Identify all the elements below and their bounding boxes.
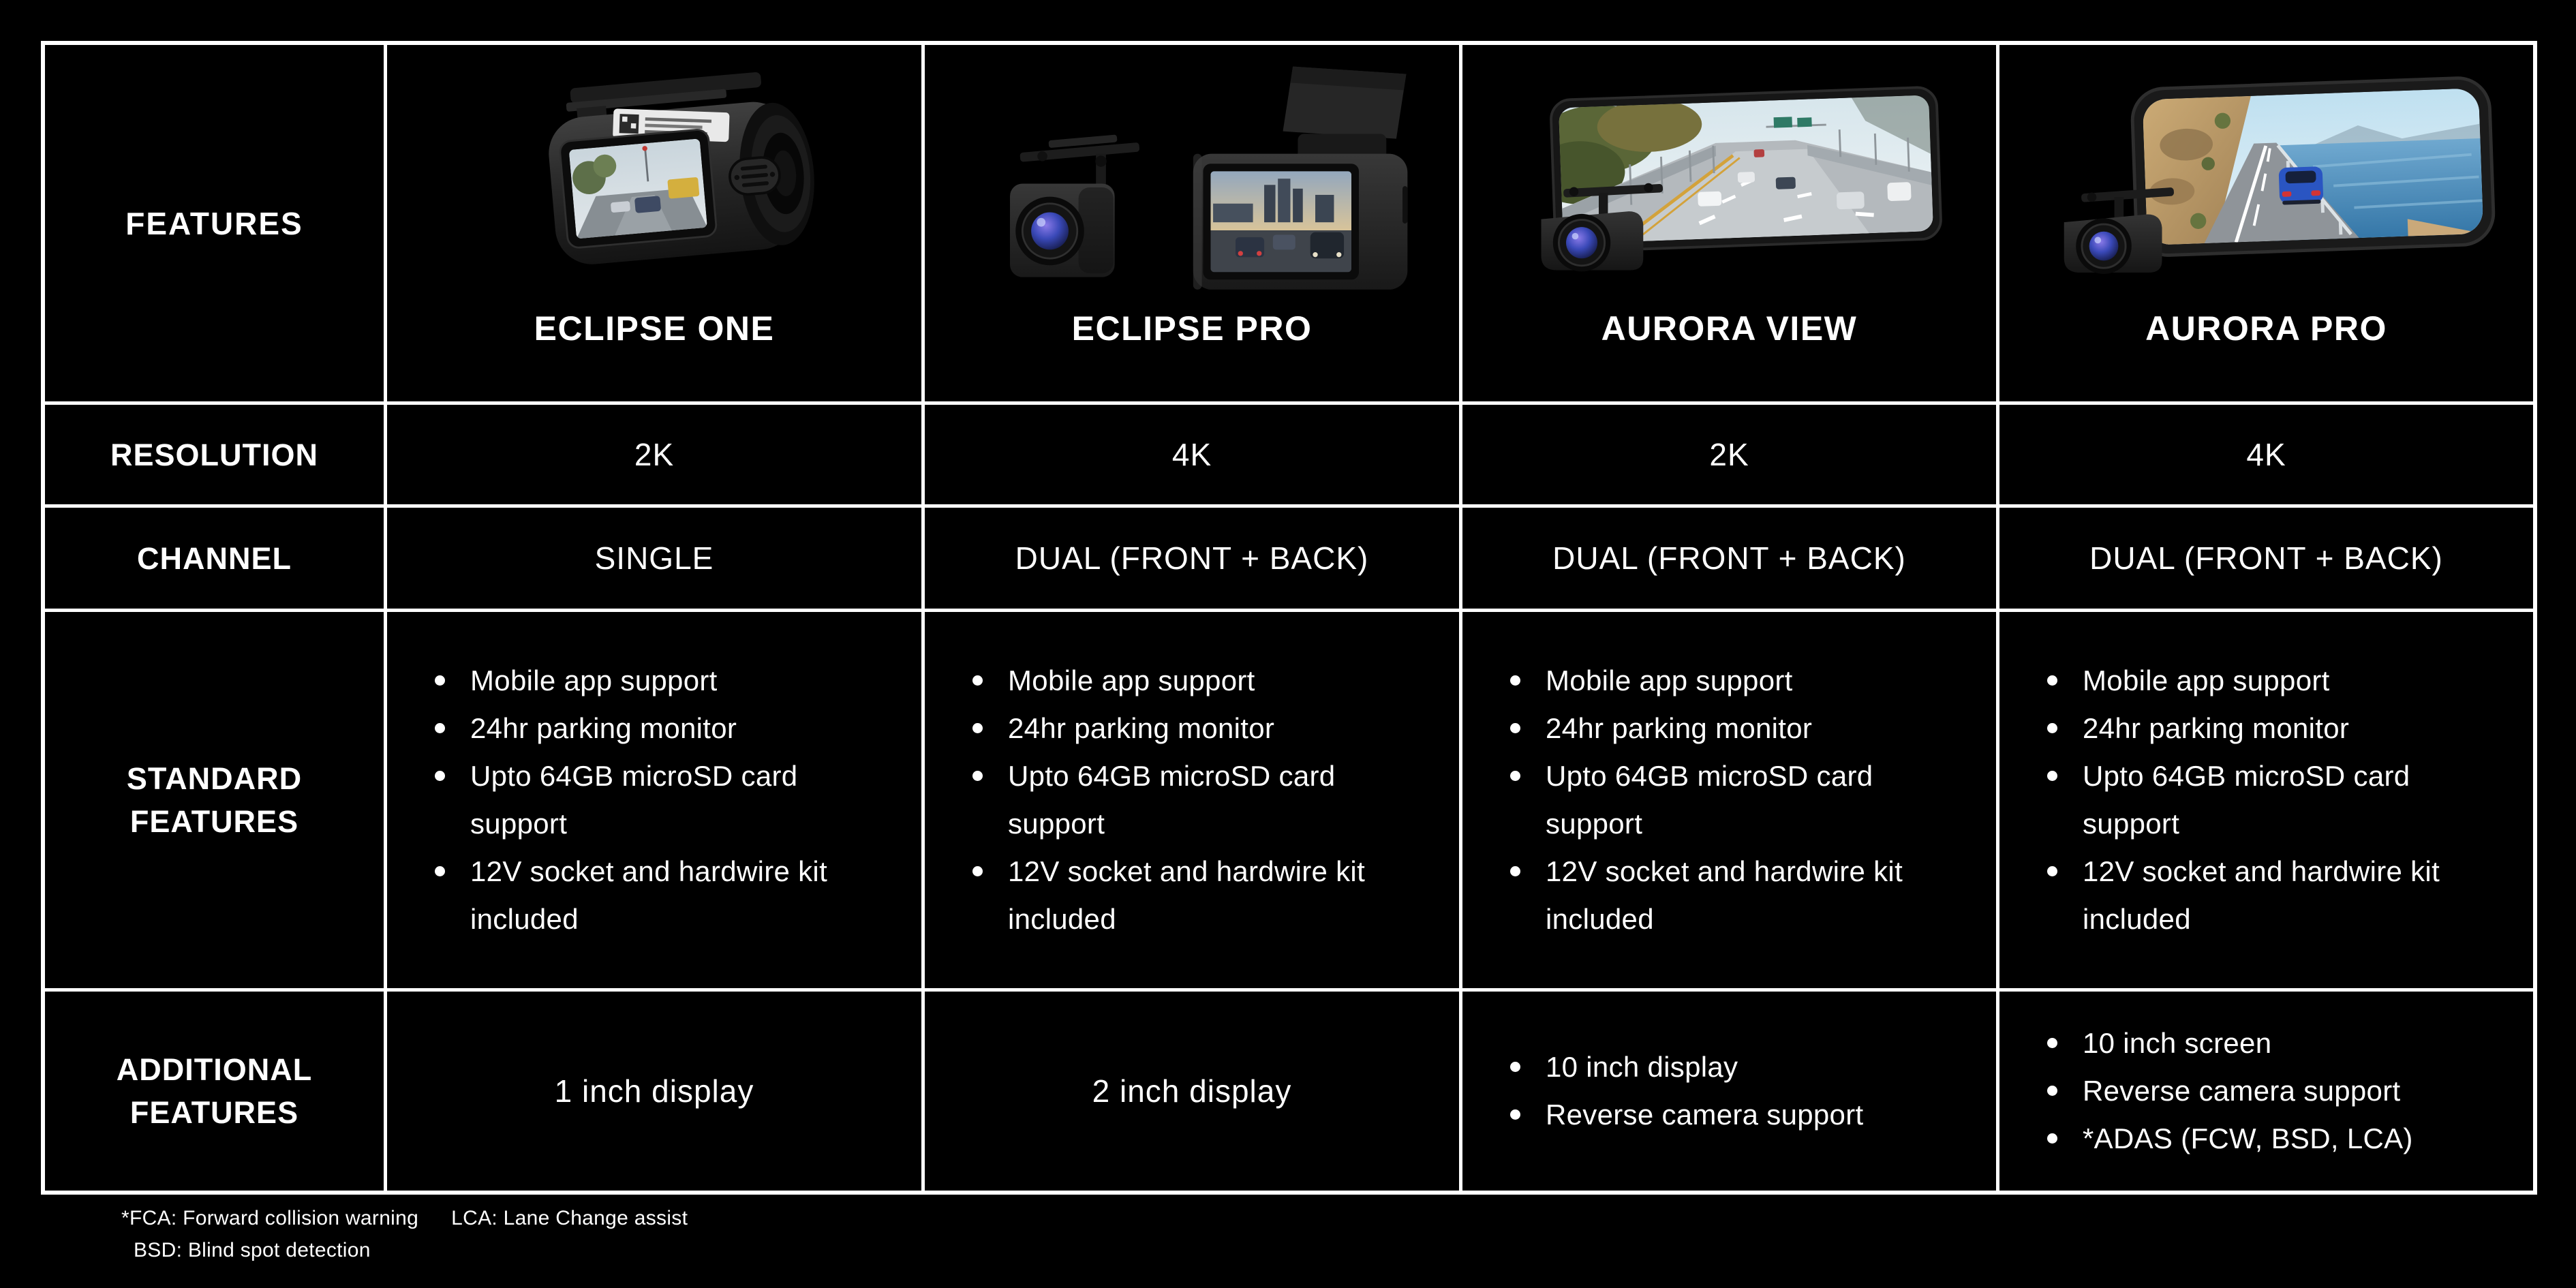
list-item: Mobile app support bbox=[427, 657, 852, 705]
aurora-view-image-wrap bbox=[1462, 45, 1996, 309]
standard-feature-list bbox=[2039, 657, 2464, 943]
list-item: Upto 64GB microSD card support bbox=[427, 752, 852, 848]
footnote-bsd: BSD: Blind spot detection bbox=[134, 1239, 371, 1261]
resolution-aurora-view: 2K bbox=[1462, 405, 1996, 504]
list-item: 12V socket and hardwire kit included bbox=[964, 848, 1390, 943]
eclipse-one-product-image bbox=[482, 65, 827, 294]
list-item: Mobile app support bbox=[2039, 657, 2464, 705]
product-name-aurora-view: AURORA VIEW bbox=[1601, 309, 1858, 348]
list-item: 24hr parking monitor bbox=[2039, 705, 2464, 752]
additional-feature-list bbox=[2039, 1019, 2413, 1163]
channel-eclipse-pro: DUAL (FRONT + BACK) bbox=[925, 508, 1459, 609]
additional-features-aurora-pro bbox=[1999, 992, 2533, 1191]
resolution-eclipse-one: 2K bbox=[387, 405, 921, 504]
list-item: 24hr parking monitor bbox=[427, 705, 852, 752]
standard-features-eclipse-pro bbox=[925, 612, 1459, 988]
aurora-view-product-image bbox=[1501, 62, 1959, 298]
list-item: Reverse camera support bbox=[2039, 1067, 2413, 1115]
additional-features-aurora-view bbox=[1462, 992, 1996, 1191]
list-item: Upto 64GB microSD card support bbox=[2039, 752, 2464, 848]
product-name-eclipse-one: ECLIPSE ONE bbox=[534, 309, 775, 348]
product-header-eclipse-one bbox=[387, 45, 921, 401]
aurora-pro-image-wrap bbox=[1999, 45, 2533, 309]
channel-eclipse-one: SINGLE bbox=[387, 508, 921, 609]
footnotes bbox=[121, 1202, 688, 1266]
standard-features-aurora-view bbox=[1462, 612, 1996, 988]
channel-row-label: CHANNEL bbox=[45, 508, 384, 609]
standard-feature-list bbox=[1502, 657, 1927, 943]
list-item: Upto 64GB microSD card support bbox=[1502, 752, 1927, 848]
list-item: 10 inch screen bbox=[2039, 1019, 2413, 1067]
additional-features-eclipse-one: 1 inch display bbox=[387, 992, 921, 1191]
eclipse-one-image-wrap bbox=[387, 45, 921, 309]
list-item: 12V socket and hardwire kit included bbox=[427, 848, 852, 943]
standard-features-row-label: STANDARD FEATURES bbox=[45, 612, 384, 988]
list-item: 10 inch display bbox=[1502, 1043, 1863, 1091]
footnote-fca: *FCA: Forward collision warning bbox=[121, 1207, 419, 1229]
list-item: *ADAS (FCW, BSD, LCA) bbox=[2039, 1115, 2413, 1163]
additional-feature-list bbox=[1502, 1043, 1863, 1139]
list-item: 12V socket and hardwire kit included bbox=[2039, 848, 2464, 943]
additional-features-eclipse-pro: 2 inch display bbox=[925, 992, 1459, 1191]
resolution-eclipse-pro: 4K bbox=[925, 405, 1459, 504]
eclipse-pro-product-image bbox=[974, 55, 1410, 305]
aurora-pro-product-image bbox=[2035, 61, 2498, 299]
resolution-aurora-pro: 4K bbox=[1999, 405, 2533, 504]
footnote-line-1 bbox=[121, 1202, 688, 1234]
list-item: Mobile app support bbox=[1502, 657, 1927, 705]
features-header-label: FEATURES bbox=[125, 205, 303, 241]
product-name-eclipse-pro: ECLIPSE PRO bbox=[1071, 309, 1313, 348]
features-header-cell bbox=[45, 45, 384, 401]
standard-features-aurora-pro bbox=[1999, 612, 2533, 988]
product-header-aurora-pro bbox=[1999, 45, 2533, 401]
footnote-lca: LCA: Lane Change assist bbox=[451, 1207, 688, 1229]
footnote-line-2 bbox=[134, 1234, 688, 1266]
standard-feature-list bbox=[964, 657, 1390, 943]
list-item: Upto 64GB microSD card support bbox=[964, 752, 1390, 848]
list-item: 12V socket and hardwire kit included bbox=[1502, 848, 1927, 943]
standard-features-eclipse-one bbox=[387, 612, 921, 988]
list-item: 24hr parking monitor bbox=[964, 705, 1390, 752]
list-item: 24hr parking monitor bbox=[1502, 705, 1927, 752]
channel-aurora-view: DUAL (FRONT + BACK) bbox=[1462, 508, 1996, 609]
list-item: Reverse camera support bbox=[1502, 1091, 1863, 1139]
standard-feature-list bbox=[427, 657, 852, 943]
eclipse-pro-image-wrap bbox=[925, 45, 1459, 309]
product-name-aurora-pro: AURORA PRO bbox=[2145, 309, 2387, 348]
product-header-eclipse-pro bbox=[925, 45, 1459, 401]
channel-aurora-pro: DUAL (FRONT + BACK) bbox=[1999, 508, 2533, 609]
product-comparison-table bbox=[41, 41, 2537, 1195]
list-item: Mobile app support bbox=[964, 657, 1390, 705]
additional-features-row-label: ADDITIONAL FEATURES bbox=[45, 992, 384, 1191]
product-header-aurora-view bbox=[1462, 45, 1996, 401]
resolution-row-label: RESOLUTION bbox=[45, 405, 384, 504]
